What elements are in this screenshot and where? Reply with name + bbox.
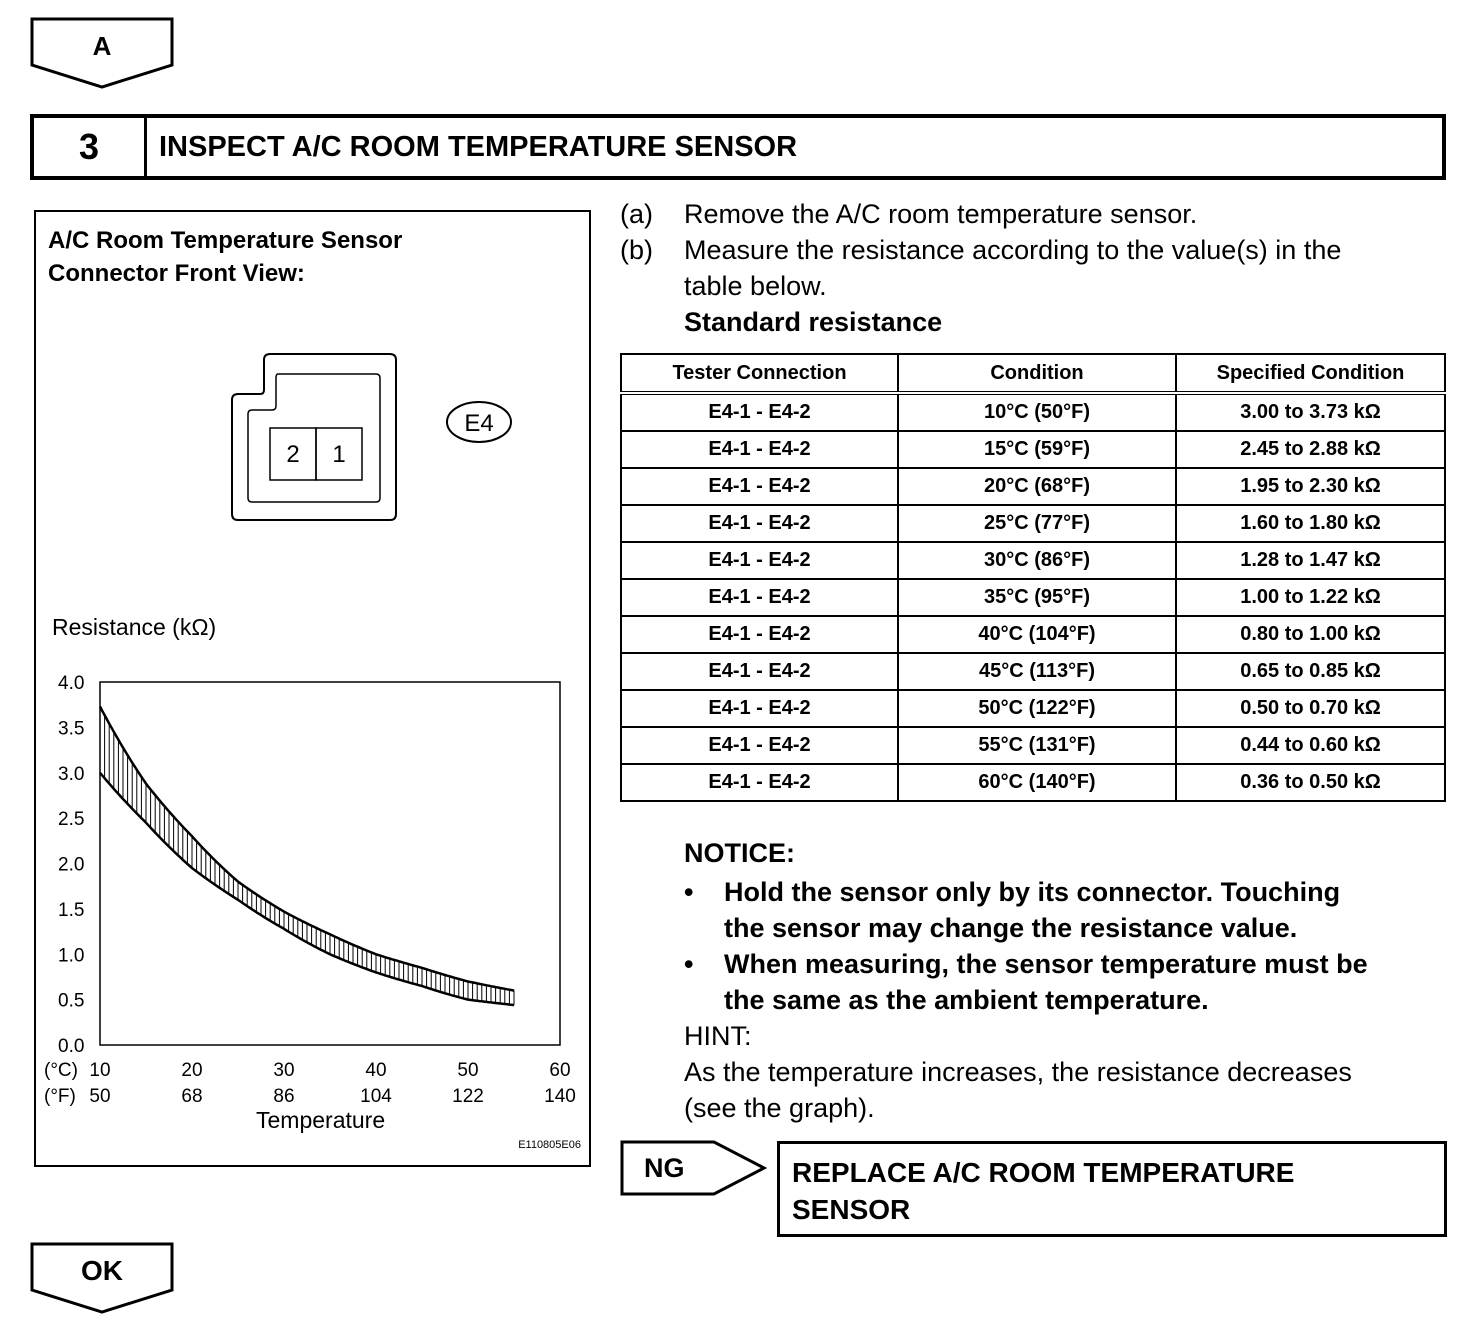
x-unit-fahrenheit: (°F) — [44, 1086, 76, 1107]
flow-marker-ok — [30, 1242, 176, 1316]
cell-specified-condition: 1.60 to 1.80 kΩ — [1176, 505, 1445, 542]
table-row — [621, 393, 1445, 431]
y-tick-label: 0.5 — [58, 990, 85, 1012]
table-row — [621, 764, 1445, 801]
notice-bullet-1-line2: the sensor may change the resistance value. — [724, 913, 1298, 943]
cell-specified-condition: 1.95 to 2.30 kΩ — [1176, 468, 1445, 505]
table-header-row — [621, 354, 1445, 393]
cell-specified-condition: 0.44 to 0.60 kΩ — [1176, 727, 1445, 764]
table-row — [621, 468, 1445, 505]
ng-result-line1: REPLACE A/C ROOM TEMPERATURE — [792, 1157, 1295, 1188]
y-tick-label: 1.0 — [58, 945, 85, 967]
cell-tester-connection: E4-1 - E4-2 — [621, 431, 898, 468]
connector-outer-shell — [232, 354, 396, 520]
figure-caption — [48, 224, 402, 290]
instruction-b — [620, 232, 1341, 268]
bullet-dot: • — [684, 877, 694, 907]
y-tick-label: 1.5 — [58, 899, 85, 921]
cell-condition: 30°C (86°F) — [898, 542, 1176, 579]
table-row — [621, 431, 1445, 468]
x-tick-label-celsius: 40 — [365, 1060, 387, 1081]
chart-y-axis-label: Resistance (kΩ) — [52, 614, 217, 640]
cell-specified-condition: 0.50 to 0.70 kΩ — [1176, 690, 1445, 727]
cell-condition: 20°C (68°F) — [898, 468, 1176, 505]
cell-condition: 10°C (50°F) — [898, 393, 1176, 431]
x-tick-label-fahrenheit: 86 — [273, 1086, 295, 1107]
table-row — [621, 542, 1445, 579]
cell-condition: 35°C (95°F) — [898, 579, 1176, 616]
hint-line2: (see the graph). — [684, 1093, 875, 1123]
notice-bullet-1-line1: Hold the sensor only by its connector. Touching — [724, 877, 1341, 907]
connector-diagram — [226, 350, 526, 530]
instruction-a-text: Remove the A/C room temperature sensor. — [684, 199, 1198, 229]
table-row — [621, 579, 1445, 616]
table-row — [621, 505, 1445, 542]
figure-caption-line2: Connector Front View: — [48, 260, 305, 287]
table-row — [621, 616, 1445, 653]
figure-caption-line1: A/C Room Temperature Sensor — [48, 227, 403, 254]
cell-tester-connection: E4-1 - E4-2 — [621, 393, 898, 431]
cell-tester-connection: E4-1 - E4-2 — [621, 764, 898, 801]
cell-condition: 50°C (122°F) — [898, 690, 1176, 727]
step-header — [30, 114, 1446, 180]
y-tick-label: 2.5 — [58, 809, 85, 831]
hint-line1: As the temperature increases, the resistance decreases — [684, 1057, 1352, 1087]
cell-tester-connection: E4-1 - E4-2 — [621, 468, 898, 505]
instruction-a — [620, 196, 1197, 232]
cell-tester-connection: E4-1 - E4-2 — [621, 505, 898, 542]
cell-condition: 40°C (104°F) — [898, 616, 1176, 653]
table-row — [621, 653, 1445, 690]
ng-result-box — [777, 1141, 1447, 1237]
cell-condition: 25°C (77°F) — [898, 505, 1176, 542]
cell-specified-condition: 1.28 to 1.47 kΩ — [1176, 542, 1445, 579]
cell-condition: 60°C (140°F) — [898, 764, 1176, 801]
ng-arrow — [620, 1140, 768, 1198]
instruction-b-text-line1: Measure the resistance according to the value(s) in the — [684, 235, 1342, 265]
notice-heading: NOTICE: — [684, 838, 795, 868]
instruction-b-tag: (b) — [620, 235, 653, 265]
y-tick-label: 0.0 — [58, 1036, 85, 1057]
x-tick-label-fahrenheit: 68 — [181, 1086, 203, 1107]
sensor-figure — [34, 210, 591, 1167]
cell-condition: 15°C (59°F) — [898, 431, 1176, 468]
notice-bullet-2-line1: When measuring, the sensor temperature must be — [724, 949, 1368, 979]
cell-tester-connection: E4-1 - E4-2 — [621, 542, 898, 579]
x-tick-label-fahrenheit: 122 — [452, 1086, 484, 1107]
notice-bullet-2 — [684, 946, 1454, 1018]
cell-specified-condition: 0.65 to 0.85 kΩ — [1176, 653, 1445, 690]
x-unit-celsius: (°C) — [44, 1060, 78, 1081]
ng-result-line2: SENSOR — [792, 1194, 911, 1225]
resistance-chart — [36, 602, 589, 1122]
hint-heading: HINT: — [684, 1021, 752, 1051]
pin-label-2: 2 — [286, 441, 300, 468]
x-tick-label-celsius: 10 — [89, 1060, 111, 1081]
x-tick-label-celsius: 20 — [181, 1060, 203, 1081]
cell-condition: 55°C (131°F) — [898, 727, 1176, 764]
cell-condition: 45°C (113°F) — [898, 653, 1176, 690]
cell-tester-connection: E4-1 - E4-2 — [621, 690, 898, 727]
x-tick-label-celsius: 50 — [457, 1060, 479, 1081]
x-tick-label-fahrenheit: 104 — [360, 1086, 392, 1107]
bullet-dot: • — [684, 949, 694, 979]
y-tick-label: 3.5 — [58, 718, 85, 740]
figure-code: E110805E06 — [518, 1139, 581, 1151]
cell-tester-connection: E4-1 - E4-2 — [621, 727, 898, 764]
instruction-b-text-line2: table below. — [684, 271, 827, 301]
table-row — [621, 727, 1445, 764]
cell-tester-connection: E4-1 - E4-2 — [621, 616, 898, 653]
x-tick-label-fahrenheit: 50 — [89, 1086, 111, 1107]
step-number: 3 — [34, 118, 147, 176]
table-row — [621, 690, 1445, 727]
cell-specified-condition: 0.36 to 0.50 kΩ — [1176, 764, 1445, 801]
connector-id-label: E4 — [464, 410, 494, 437]
header-tester-connection: Tester Connection — [621, 354, 898, 393]
cell-specified-condition: 0.80 to 1.00 kΩ — [1176, 616, 1445, 653]
notice-bullet-1 — [684, 874, 1454, 946]
x-tick-label-celsius: 30 — [273, 1060, 295, 1081]
standard-resistance-label: Standard resistance — [684, 307, 943, 337]
upper-limit-curve — [100, 707, 514, 991]
flow-marker-a-label: A — [92, 31, 112, 61]
y-tick-label: 2.0 — [58, 854, 85, 876]
pin-label-1: 1 — [332, 441, 346, 468]
cell-specified-condition: 2.45 to 2.88 kΩ — [1176, 431, 1445, 468]
flow-marker-ok-label: OK — [81, 1255, 123, 1286]
flow-marker-a — [30, 17, 176, 89]
instruction-a-tag: (a) — [620, 199, 653, 229]
cell-specified-condition: 1.00 to 1.22 kΩ — [1176, 579, 1445, 616]
chart-x-axis-label: Temperature — [256, 1107, 386, 1133]
y-tick-label: 3.0 — [58, 763, 85, 785]
cell-tester-connection: E4-1 - E4-2 — [621, 653, 898, 690]
y-tick-label: 4.0 — [58, 673, 85, 694]
resistance-spec-table — [620, 353, 1446, 802]
connector-inner-shell — [248, 374, 380, 502]
header-condition: Condition — [898, 354, 1176, 393]
ng-label: NG — [644, 1153, 685, 1183]
cell-tester-connection: E4-1 - E4-2 — [621, 579, 898, 616]
lower-limit-curve — [100, 773, 514, 1005]
cell-specified-condition: 3.00 to 3.73 kΩ — [1176, 393, 1445, 431]
header-specified-condition: Specified Condition — [1176, 354, 1445, 393]
notice-bullet-2-line2: the same as the ambient temperature. — [724, 985, 1209, 1015]
x-tick-label-celsius: 60 — [549, 1060, 571, 1081]
x-tick-label-fahrenheit: 140 — [544, 1086, 576, 1107]
step-title: INSPECT A/C ROOM TEMPERATURE SENSOR — [159, 130, 798, 163]
